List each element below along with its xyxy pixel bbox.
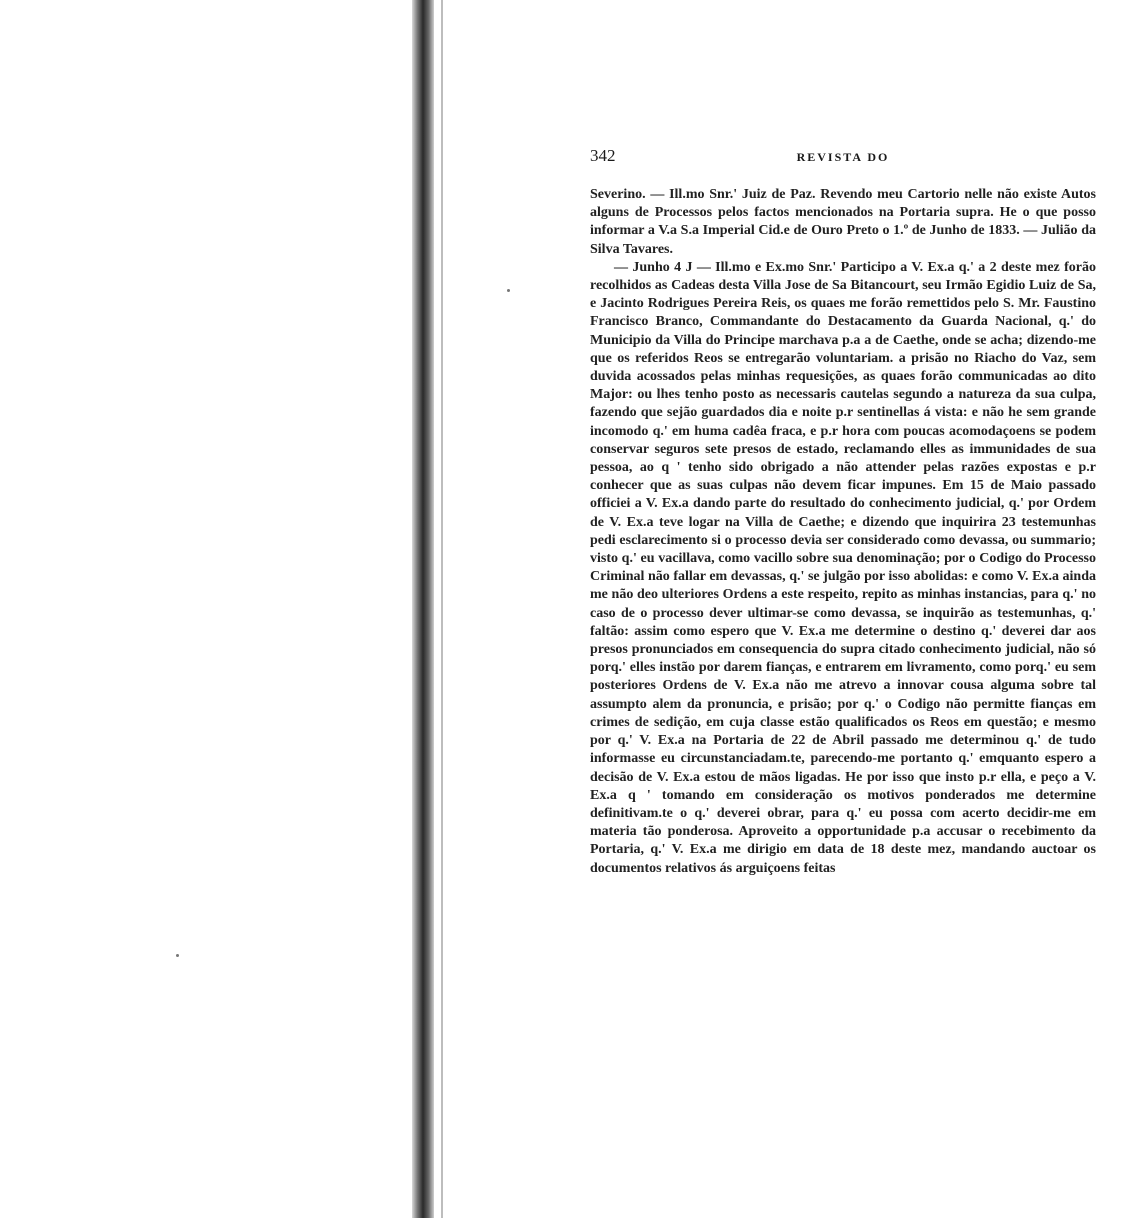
left-blank-page [0, 0, 414, 1218]
book-gutter [412, 0, 434, 1218]
running-title: REVISTA DO [796, 150, 890, 164]
page-number: 342 [590, 146, 616, 165]
paper-speck [176, 954, 179, 957]
page-header [590, 140, 1096, 166]
paragraph-2: — Junho 4 J — Ill.mo e Ex.mo Snr.' Participo a V. Ex.a q.' a 2 deste mez forão recolhidos as Cadeas desta Villa Jose de Sa Bitancourt, seu Irmão Egidio Luiz de Sa, e Jacinto Rodrigues Pereira Reis, os quaes me forão remettidos pelo S. Mr. Faustino Francisco Branco, Commandante do Destacamento da Guarda Nacional, q.' do Municipio da Villa do Principe marchava p.a a de Caethe, onde se acha; dizendo-me que os referidos Reos se entregarão voluntariam. a prisão no Riacho do Vaz, sem duvida acossados pelas minhas requesições, as quaes forão communicadas ao dito Major: ou lhes tenho posto as necessaris cautelas segundo a natureza da sua culpa, fazendo que sejão guardados dia e noite p.r sentinellas á vista: e não he sem grande incomodo q.' em huma cadêa fraca, e p.r hora com poucas acomodaçoens se podem conservar seguros sete presos de estado, reclamando elles as immunidades de sua pessoa, ao q ' tenho sido obrigado a não attender pelas razões expostas e p.r conhecer que as suas culpas não devem ficar impunes. Em 15 de Maio passado officiei a V. Ex.a dando parte do resultado do conhecimento judicial, q.' por Ordem de V. Ex.a teve logar na Villa de Caethe; e dizendo que inquirira 23 testemunhas pedi esclarecimento si o processo devia ser considerado como devassa, ou summario; visto q.' eu vacillava, como vacillo sobre sua denominação; por o Codigo do Processo Criminal não fallar em devassas, q.' se julgão por isso abolidas: e como V. Ex.a ainda me não deo ulteriores Ordens a este respeito, repito as minhas instancias, para q.' no caso de o processo dever ultimar-se como devassa, se inquirão as testemunhas, q.' faltão: assim como espero que V. Ex.a me determine o destino q.' deverei dar aos presos pronunciados em consequencia do supra citado conhecimento judicial, não só porq.' elles instão por darem fianças, e entrarem em livramento, como porq.' eu sem posteriores Ordens de V. Ex.a não me atrevo a innovar cousa alguma sobre tal assumpto alem da pronuncia, e prisão; por q.' o Codigo não permitte fianças em crimes de sedição, em cuja classe estão qualificados os Reos em questão; e mesmo por q.' V. Ex.a na Portaria de 22 de Abril passado me determinou q.' de tudo informasse eu circunstanciadam.te, parecendo-me portanto q.' emquanto espero a decisão de V. Ex.a estou de mãos ligadas. He por isso que insto p.r ella, e peço a V. Ex.a q ' tomando em consideração os motivos ponderados me determine definitivam.te o q.' deverei obrar, para q.' eu possa com acerto decidir-me em materia tão ponderosa. Aproveito a opportunidade p.a accusar o recebimento da Portaria, q.' V. Ex.a me dirigio em data de 18 deste mez, mandando auctoar os documentos relativos ás arguiçoens feitas [590, 259, 1096, 876]
paper-speck [507, 289, 510, 292]
body-text [590, 186, 1096, 878]
paragraph-1: Severino. — Ill.mo Snr.' Juiz de Paz. Revendo meu Cartorio nelle não existe Autos alguns de Processos pelos factos mencionados na Portaria supra. He o que posso informar a V.a S.a Imperial Cid.e de Ouro Preto o 1.º de Junho de 1833. — Julião da Silva Tavares. [590, 187, 1096, 257]
right-text-page [590, 140, 1096, 1060]
gutter-edge-line [441, 0, 443, 1218]
